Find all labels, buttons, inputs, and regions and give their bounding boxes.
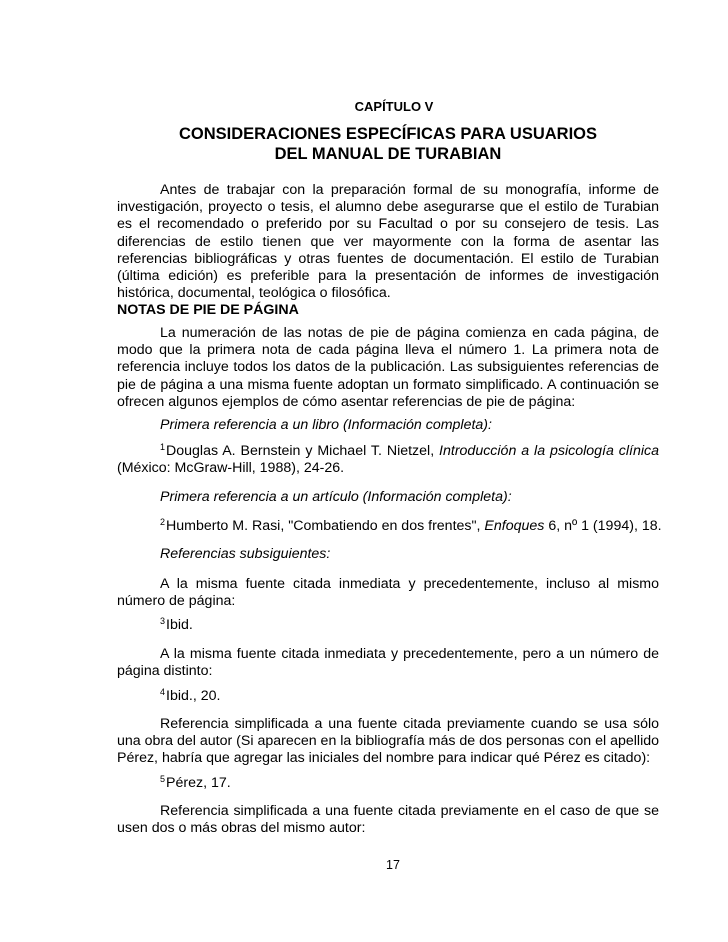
footnote-example-5 [160,775,231,792]
chapter-label: CAPÍTULO V [354,99,434,114]
ibid-paragraph: A la misma fuente citada inmediata y precedentemente, incluso al mismo número de página: [117,576,659,610]
footnotes-paragraph: La numeración de las notas de pie de página comienza en cada página, de modo que la primera nota de cada página lleva el número 1. La primera nota de referencia incluye todos los datos de la publicación. Las subsiguientes referencias de pie de página a una misma fuente adoptan un formato simplificado. A continuación se ofrecen algunos ejemplos de cómo asentar referencias de pie de página: [117,325,659,410]
page-number: 17 [386,858,400,872]
ibid-page-paragraph: A la misma fuente citada inmediata y precedentemente, pero a un número de página distinto: [117,646,659,680]
footnote-text: Humberto M. Rasi, "Combatiendo en dos frentes", [166,518,485,534]
footnote-number: 4 [160,687,166,697]
footnote-example-2 [160,518,662,535]
section-heading: NOTAS DE PIE DE PÁGINA [117,302,299,318]
footnote-example-4 [160,688,220,705]
footnote-journal: Enfoques [484,518,545,534]
footnote-text: 6, nº 1 (1994), 18. [544,518,662,534]
chapter-title-line-1: CONSIDERACIONES ESPECÍFICAS PARA USUARIOS [178,125,598,143]
footnote-number: 3 [160,616,166,626]
footnote-text: Ibid., 20. [166,688,221,704]
author-paragraph: Referencia simplificada a una fuente citada previamente cuando se usa sólo una obra del autor (Si aparecen en la bibliografía más de dos personas con el apellido Pérez, habría que agregar las iniciales del nombre para indicar qué Pérez es citado): [117,716,659,767]
footnote-number: 2 [160,517,166,527]
footnote-number: 5 [160,774,166,784]
intro-paragraph: Antes de trabajar con la preparación formal de su monografía, informe de investigación, proyecto o tesis, el alumno debe asegurarse que el estilo de Turabian es el recomendado o preferido por su Facultad o por su consejero de tesis. Las diferencias de estilo tienen que ver mayormente con la forma de asentar las referencias bibliográficas y otras fuentes de documentación. El estilo de Turabian (última edición) es preferible para la presentación de informes de investigación histórica, documental, teológica o filosófica. [117,182,659,302]
multi-works-paragraph: Referencia simplificada a una fuente citada previamente en el caso de que se usen dos o más obras del mismo autor: [117,803,659,837]
footnote-example-3 [160,617,193,634]
footnote-example-1 [117,443,659,477]
footnote-number: 1 [160,442,166,452]
example-label-article: Primera referencia a un artículo (Información completa): [160,489,512,505]
example-label-subsequent: Referencias subsiguientes: [160,546,331,562]
footnote-text: (México: McGraw-Hill, 1988), 24-26. [117,460,345,477]
chapter-title [118,124,658,164]
example-label-book: Primera referencia a un libro (Información completa): [160,417,492,433]
footnote-text: Douglas A. Bernstein y Michael T. Nietzel, [166,443,440,459]
footnote-text: Ibid. [166,617,193,633]
footnote-text: Pérez, 17. [166,775,231,791]
chapter-title-line-2: DEL MANUAL DE TURABIAN [274,145,502,163]
footnote-book-title: Introducción a la psicología clínica [439,443,659,459]
